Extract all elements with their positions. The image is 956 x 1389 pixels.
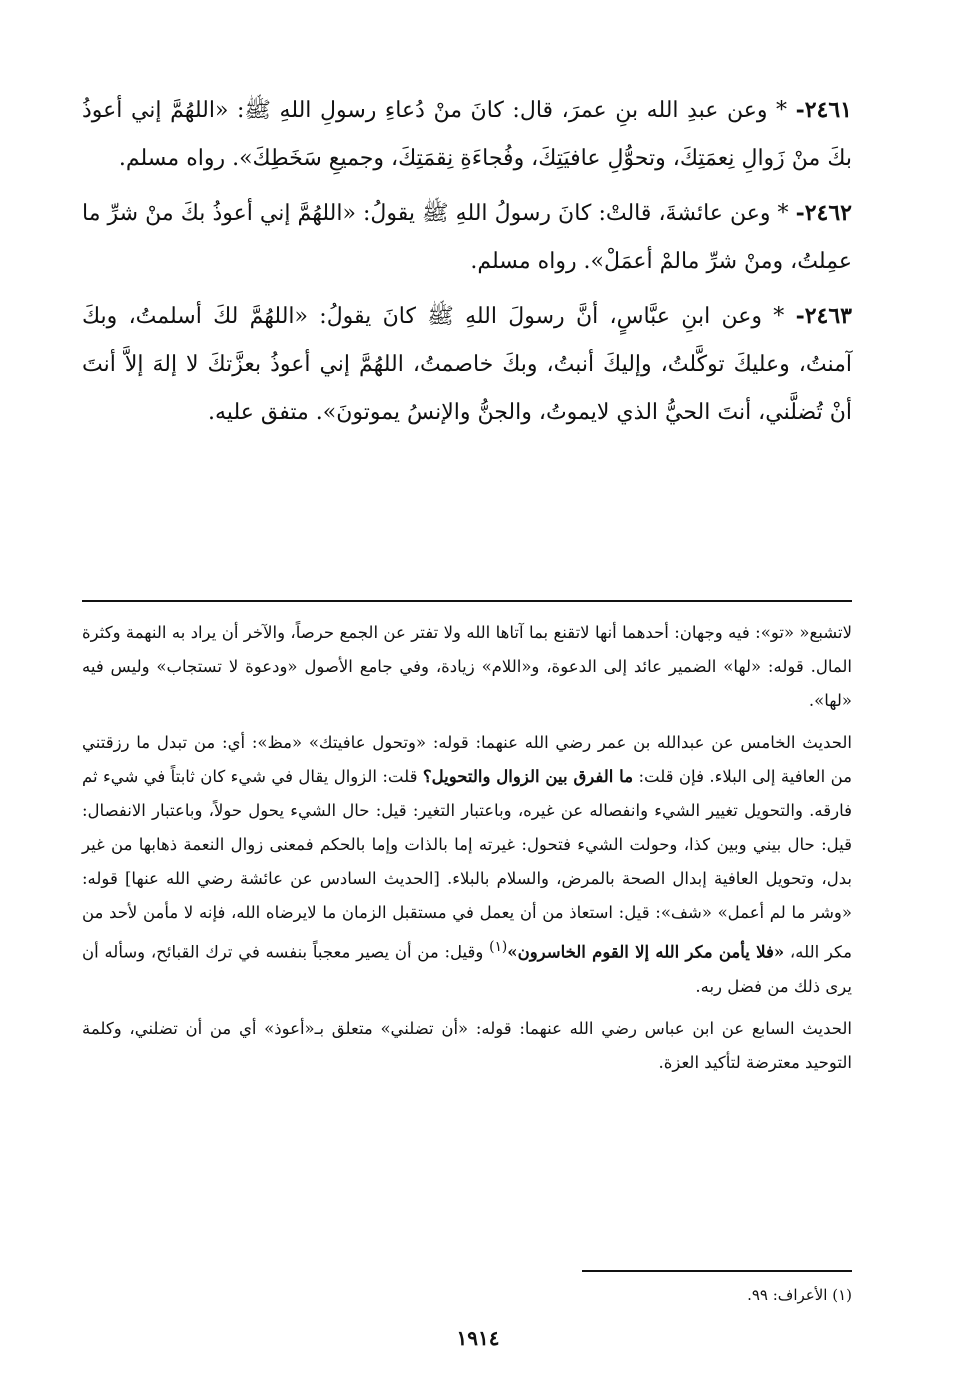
commentary <box>82 616 852 1088</box>
quran-quote: «فلا يأمن مكر الله إلا القوم الخاسرون» <box>507 942 785 962</box>
page-number: ١٩١٤ <box>456 1326 500 1350</box>
footnote-divider <box>582 1270 852 1272</box>
commentary-text: وقيل: من أن يصير معجباً بنفسه في ترك القبائح، وسأله أن يرى ذلك من فضل ربه. <box>82 942 852 996</box>
hadith-2463 <box>82 292 852 437</box>
commentary-text: قلت: الزوال يقال في شيء كان ثابتاً في شيء ثم فارقه. والتحويل تغيير الشيء وانفصاله عن غيره، وباعتبار التغير: قيل: حال الشيء يحول حولاً، وباعتبار الانفصال: قيل: حال بيني وبين كذا، وحولت الشيء فتحول: غيرته إما بالذات وإما بالحكم فمعنى زوال النعمة ذهابها من غير بدل، وتحويل العافية إبدال الصحة بالمرض، والسلام بالبلاء. [الحديث السادس عن عائشة رضي الله عنها] قوله: «وشر ما لم أعمل» «شف»: قيل: استعاذ من أن يعمل في مستقبل الزمان ما لايرضاه الله، فإنه لا مأمن لأحد من مكر الله، <box>82 767 852 962</box>
commentary-question: ما الفرق بين الزوال والتحويل؟ <box>422 767 634 786</box>
hadith-2462 <box>82 189 852 286</box>
commentary-divider <box>82 600 852 602</box>
footnote-marker: (١) <box>489 939 508 955</box>
commentary-text: الحديث الخامس عن عبدالله بن عمر رضي الله عنهما: قوله: «وتحول عافيتك» «مظ»: أي: من تبدل ما رزقتني من العافية إلى البلاء. فإن قلت: <box>82 733 852 786</box>
hadith-2461 <box>82 86 852 183</box>
commentary-paragraph-3: الحديث السابع عن ابن عباس رضي الله عنهما: قوله: «أن تضلني» متعلق بـ«أعوذ» أي من أن تضلني، وكلمة التوحيد معترضة لتأكيد العزة. <box>82 1018 852 1072</box>
hadith-text: * وعن ابنِ عبَّاسٍ، أنَّ رسولَ اللهِ ﷺ كانَ يقولُ: «اللهُمَّ لكَ أسلمتُ، وبكَ آمنتُ، وعليكَ توكَّلتُ، وإليكَ أنبتُ، وبكَ خاصمتُ، اللهُمَّ إني أعوذُ بعزَّتكَ لا إلهَ إلاَّ أنتَ أنْ تُضلَّني، أنتَ الحيُّ الذي لايموتُ، والجنُّ والإنسُ يموتونَ». متفق عليه. <box>82 304 852 425</box>
hadith-text: * وعن عائشةَ، قالتْ: كانَ رسولُ اللهِ ﷺ يقولُ: «اللهُمَّ إني أعوذُ بكَ منْ شرِّ ما عمِلتُ، ومنْ شرِّ مالمْ أعمَلْ». رواه مسلم. <box>82 201 852 274</box>
hadith-text: * وعن عبدِ الله بنِ عمرَ، قال: كانَ منْ دُعاءِ رسولِ اللهِ ﷺ: «اللهُمَّ إني أعوذُ بكَ منْ زَوالِ نِعمَتِكَ، وتحوُّلِ عافيَتِكَ، وفُجاءَةِ نِقمَتِكَ، وجميعِ سَخَطِكَ». رواه مسلم. <box>82 98 852 171</box>
main-text <box>82 86 852 443</box>
footnote: (١) الأعراف: ٩٩. <box>747 1286 852 1304</box>
hadith-number: ٢٤٦٢- <box>795 200 852 226</box>
hadith-number: ٢٤٦٣- <box>795 303 852 329</box>
hadith-number: ٢٤٦١- <box>795 97 852 123</box>
commentary-paragraph-1: لاتشبع« «تو»: فيه وجهان: أحدهما أنها لاتقنع بما آتاها الله ولا تفتر عن الجمع حرصاً، والآخر أن يراد به النهمة وكثرة المال. قوله: «لها» الضمير عائد إلى الدعوة، و«اللام» زيادة، وفي جامع الأصول «ودعوة لا تستجاب» وليس فيه «لها». <box>82 623 852 710</box>
commentary-paragraph-2 <box>82 726 852 1004</box>
